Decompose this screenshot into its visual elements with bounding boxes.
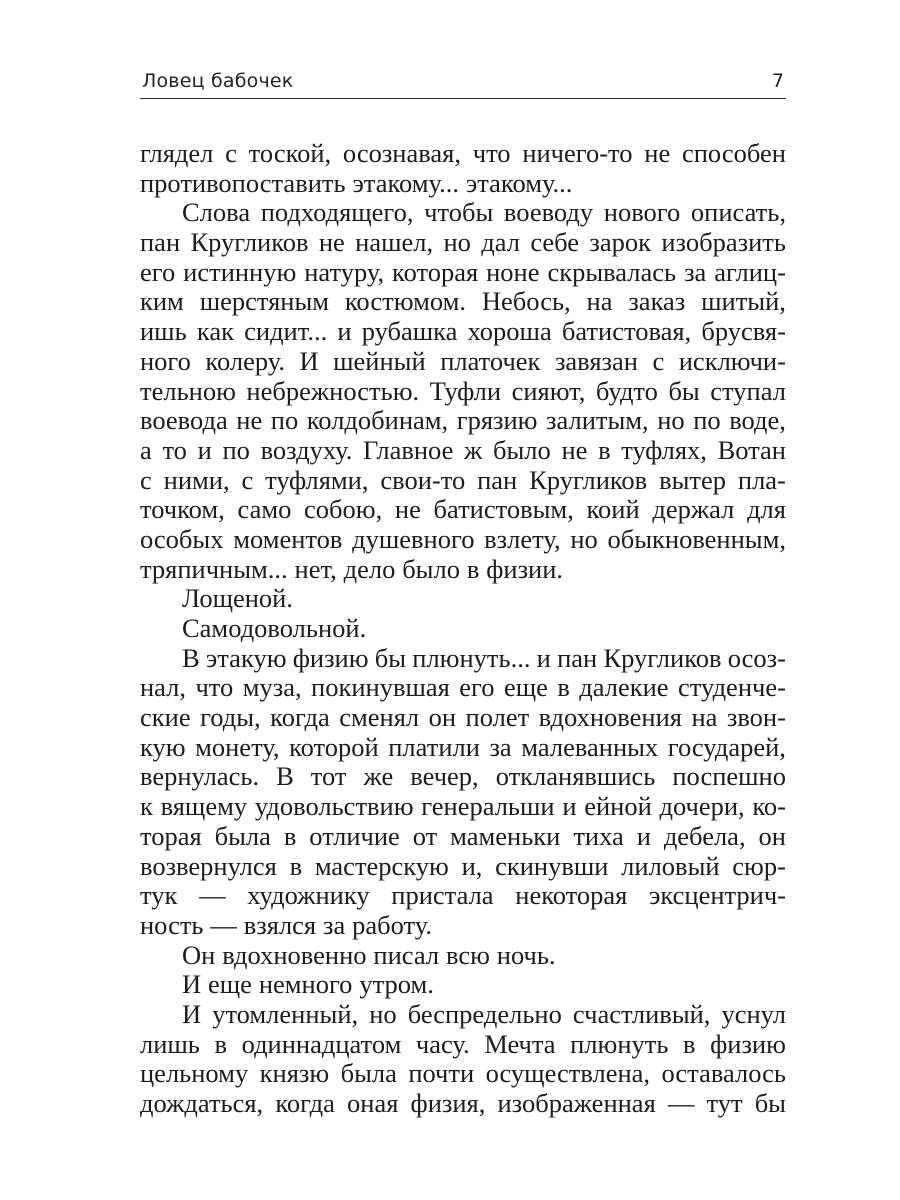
word: вечер, [410,761,479,792]
word: этакому... [465,167,573,198]
word: цельному [140,1058,249,1089]
word: не [318,227,345,258]
text-line [140,881,786,911]
word: сюр- [732,850,786,881]
word: ними, [163,464,230,495]
word: малеванных [521,731,659,762]
running-title: Ловец бабочек [142,70,294,92]
word: Самодовольной. [182,613,367,643]
word: воздуху. [260,434,353,465]
word: дал [481,227,520,258]
word: грязию [456,405,538,436]
word: бы [754,1088,786,1118]
word: залитым, [546,405,649,436]
word: Мечта [484,1028,556,1059]
word: натуру, [304,256,385,287]
word: глядел [140,138,214,168]
word: некоторая [515,880,628,911]
word: Слова [182,197,251,228]
word: покинувшая [311,672,450,703]
text-line [140,941,786,971]
word: исключи- [678,345,786,376]
word: ного [140,345,191,376]
word: когда [270,702,330,733]
word: от [412,820,438,851]
text-line [140,584,786,614]
text-line [140,1059,786,1089]
word: но [369,998,397,1029]
word: батистовая, [561,316,692,347]
word: хороша [467,316,552,347]
word: ейной [584,791,652,822]
word: ничего-то [522,138,633,168]
word: то [162,434,187,465]
word: В [276,761,294,792]
text-line [140,822,786,852]
word: взялся [243,909,317,940]
word: писал [373,939,440,970]
word: пан [477,464,518,495]
word: свои-то [380,464,466,495]
word: рубашка [361,316,458,347]
word: уснул [721,998,786,1029]
word: ко- [752,791,786,822]
page-number: 7 [771,70,784,92]
word: в [289,850,303,881]
word: в [683,1028,696,1059]
word: осоз- [727,642,786,673]
text-line [140,495,786,525]
text-line [140,762,786,792]
word: удовольствию [254,791,414,822]
word: когда [275,1088,335,1118]
word: тиха [573,820,624,851]
word: с [225,138,237,168]
word: дождаться, [140,1088,264,1118]
word: еще [208,969,252,1000]
word: не [644,138,671,168]
word: маменьки [450,820,561,851]
word: по [693,405,721,436]
word: же [363,761,394,792]
word: и [536,642,551,673]
word: нового [603,197,681,228]
word: нашел, [355,227,434,258]
word: лишь [140,1028,200,1059]
text-line [140,377,786,407]
word: ишь [140,316,187,347]
word: почти [408,1058,475,1089]
word: скрывалась [547,256,677,287]
word: — [210,909,237,940]
word: Он [182,939,216,970]
word: для [747,494,786,525]
word: тряпичным... [140,553,288,584]
word: колеру. [205,345,285,376]
word: само [237,494,292,525]
word: в [598,434,611,465]
text-line [140,733,786,763]
word: и, [461,850,483,881]
word: физию [710,1028,786,1059]
running-header [140,66,786,99]
word: — [667,1088,695,1118]
word: противопоставить [140,167,346,198]
word: сменял [339,702,420,733]
word: вдохновенно [222,939,367,970]
word: ноне [486,256,540,287]
word: по [222,434,250,465]
word: пла- [737,464,786,495]
text-line [140,644,786,674]
word: физии. [486,553,564,584]
word: вящему [160,791,248,822]
word: завязан [554,345,638,376]
word: обыкновенным, [607,523,786,554]
word: дело [343,553,396,584]
word: и [562,791,577,822]
word: тут [706,1088,743,1118]
word: что [195,672,234,703]
word: дочери, [659,791,745,822]
word: воевода [140,405,228,436]
word: в [466,553,480,584]
word: по [270,405,299,436]
word: далекие [579,672,669,703]
word: пристала [391,880,494,911]
word: брусвя- [701,316,786,347]
word: этакую [205,642,287,673]
text-line [140,198,786,228]
word: описать, [690,197,786,228]
word: сидит... [244,316,328,347]
word: тоской, [248,138,332,168]
word: И [182,969,202,1000]
word: в [557,672,570,703]
word: физию [292,642,369,673]
word: на [586,286,613,317]
word: воеводу [503,197,594,228]
word: откланявшись [495,761,656,792]
word: сияют, [511,375,586,406]
word: пан [140,227,181,258]
word: осуществлена, [485,1058,651,1089]
word: возвернулся [140,850,277,881]
word: нет, [294,553,337,584]
word: Главное [363,434,454,465]
word: плюнуть [570,1028,669,1059]
word: Лощеной. [182,583,293,614]
word: туфлями, [265,464,369,495]
text-line [140,525,786,555]
word: шейный [333,345,426,376]
word: Кругликов [190,227,309,258]
word: моментов [233,523,343,554]
word: его [459,672,495,703]
word: дебела, [663,820,746,851]
word: годы, [200,702,261,733]
word: студенче- [678,672,786,703]
word: платили [388,731,480,762]
word: не [236,405,263,436]
text-line [140,258,786,288]
text-line [140,317,786,347]
word: работу. [352,909,432,940]
text-line [140,287,786,317]
word: изображенная [497,1088,656,1118]
word: душевного [352,523,475,554]
word: генеральши [421,791,555,822]
word: физия, [410,1088,486,1118]
word: как [196,316,234,347]
text-line [140,1000,786,1030]
word: бы [374,642,407,673]
word: кую [140,731,186,762]
word: плюнуть... [412,642,531,673]
word: костюмом. [344,286,467,317]
text-line [140,436,786,466]
word: его [140,256,176,287]
word: оная [347,1088,399,1118]
text-line [140,614,786,644]
word: монету, [195,731,280,762]
word: пан [557,642,598,673]
word: которой [289,731,379,762]
word: батистовым, [433,494,574,525]
word: за [684,256,707,287]
word: к [140,791,153,822]
word: нал, [140,672,187,703]
word: за [489,731,512,762]
word: счастливый, [572,998,711,1029]
text-line [140,970,786,1000]
word: князю [259,1058,330,1089]
word: коий [586,494,640,525]
word: точком, [140,494,225,525]
word: шитый, [701,286,786,317]
word: вдохновения [538,702,682,733]
word: себе [530,227,580,258]
word: тельною [140,375,236,406]
text-line [140,406,786,436]
text-line [140,555,786,585]
word: способен [681,138,786,168]
word: отличие [309,820,400,851]
word: бы [668,375,700,406]
word: особых [140,523,224,554]
word: немного [258,969,353,1000]
word: еще [503,672,548,703]
word: ность [140,909,204,940]
word: но [657,405,685,436]
text-line [140,852,786,882]
word: муза, [242,672,302,703]
word: но [443,227,471,258]
word: собою, [304,494,383,525]
word: в [214,1028,227,1059]
word: туфлях, [621,434,707,465]
word: ступал [710,375,786,406]
word: утром. [359,969,434,1000]
word: зарок [589,227,652,258]
text-line [140,703,786,733]
word: беспредельно [407,998,562,1029]
word: — [199,880,226,911]
word: была [340,1058,397,1089]
text-line [140,1089,786,1119]
word: чтобы [424,197,494,228]
word: этакому... [352,167,459,198]
word: что [472,138,511,168]
word: будто [595,375,658,406]
word: государей, [667,731,786,762]
word: за [323,909,346,940]
word: он [758,820,786,851]
word: ж [464,434,483,465]
word: и [197,434,212,465]
word: на [691,702,718,733]
word: которая [392,256,479,287]
word: И [299,345,319,376]
word: Небось, [481,286,571,317]
word: ким [140,286,184,317]
word: было [402,553,460,584]
word: всю [445,939,490,970]
word: воде, [729,405,786,436]
text-line [140,1030,786,1060]
word: лиловый [621,850,720,881]
word: полет [465,702,530,733]
word: не [394,494,421,525]
word: звон- [726,702,786,733]
body-text [140,139,786,1119]
text-line [140,347,786,377]
text-line [140,228,786,258]
word: и [636,820,651,851]
word: платочек [440,345,541,376]
word: шерстяным [199,286,330,317]
text-line [140,169,786,199]
word: изобразить [661,227,786,258]
word: скинувши [495,850,609,881]
word: небрежностью. [246,375,420,406]
word: торая [140,820,202,851]
word: мастерскую [314,850,449,881]
word: взлету, [484,523,561,554]
word: а [140,434,152,465]
word: Вотан [717,434,786,465]
word: подходящего, [260,197,414,228]
word: Кругликов [603,642,722,673]
word: оставалось [661,1058,786,1089]
word: осознавая, [342,138,461,168]
word: держал [652,494,735,525]
word: аглиц- [714,256,786,287]
word: одиннадцатом [241,1028,402,1059]
word: И [182,998,202,1029]
word: вернулась. [140,761,260,792]
text-line [140,792,786,822]
word: но [570,523,598,554]
text-line [140,466,786,496]
word: в [283,820,297,851]
text-line [140,139,786,169]
word: ские [140,702,191,733]
word: тот [310,761,347,792]
text-line [140,911,786,941]
word: часу. [415,1028,470,1059]
word: В [182,642,200,673]
word: тук [140,880,178,911]
word: с [241,464,254,495]
word: утомленный, [212,998,359,1029]
text-line [140,673,786,703]
word: не [561,434,588,465]
word: истинную [183,256,297,287]
word: вытер [659,464,726,495]
word: он [428,702,457,733]
word: с [652,345,665,376]
word: было [493,434,551,465]
word: была [214,820,271,851]
word: поспешно [672,761,786,792]
word: ночь. [496,939,556,970]
word: и [337,316,352,347]
word: эксцентрич- [649,880,786,911]
word: Кругликов [529,464,648,495]
word: художнику [247,880,370,911]
word: колдобинам, [306,405,449,436]
word: Туфли [429,375,502,406]
word: с [140,464,152,495]
word: заказ [628,286,686,317]
